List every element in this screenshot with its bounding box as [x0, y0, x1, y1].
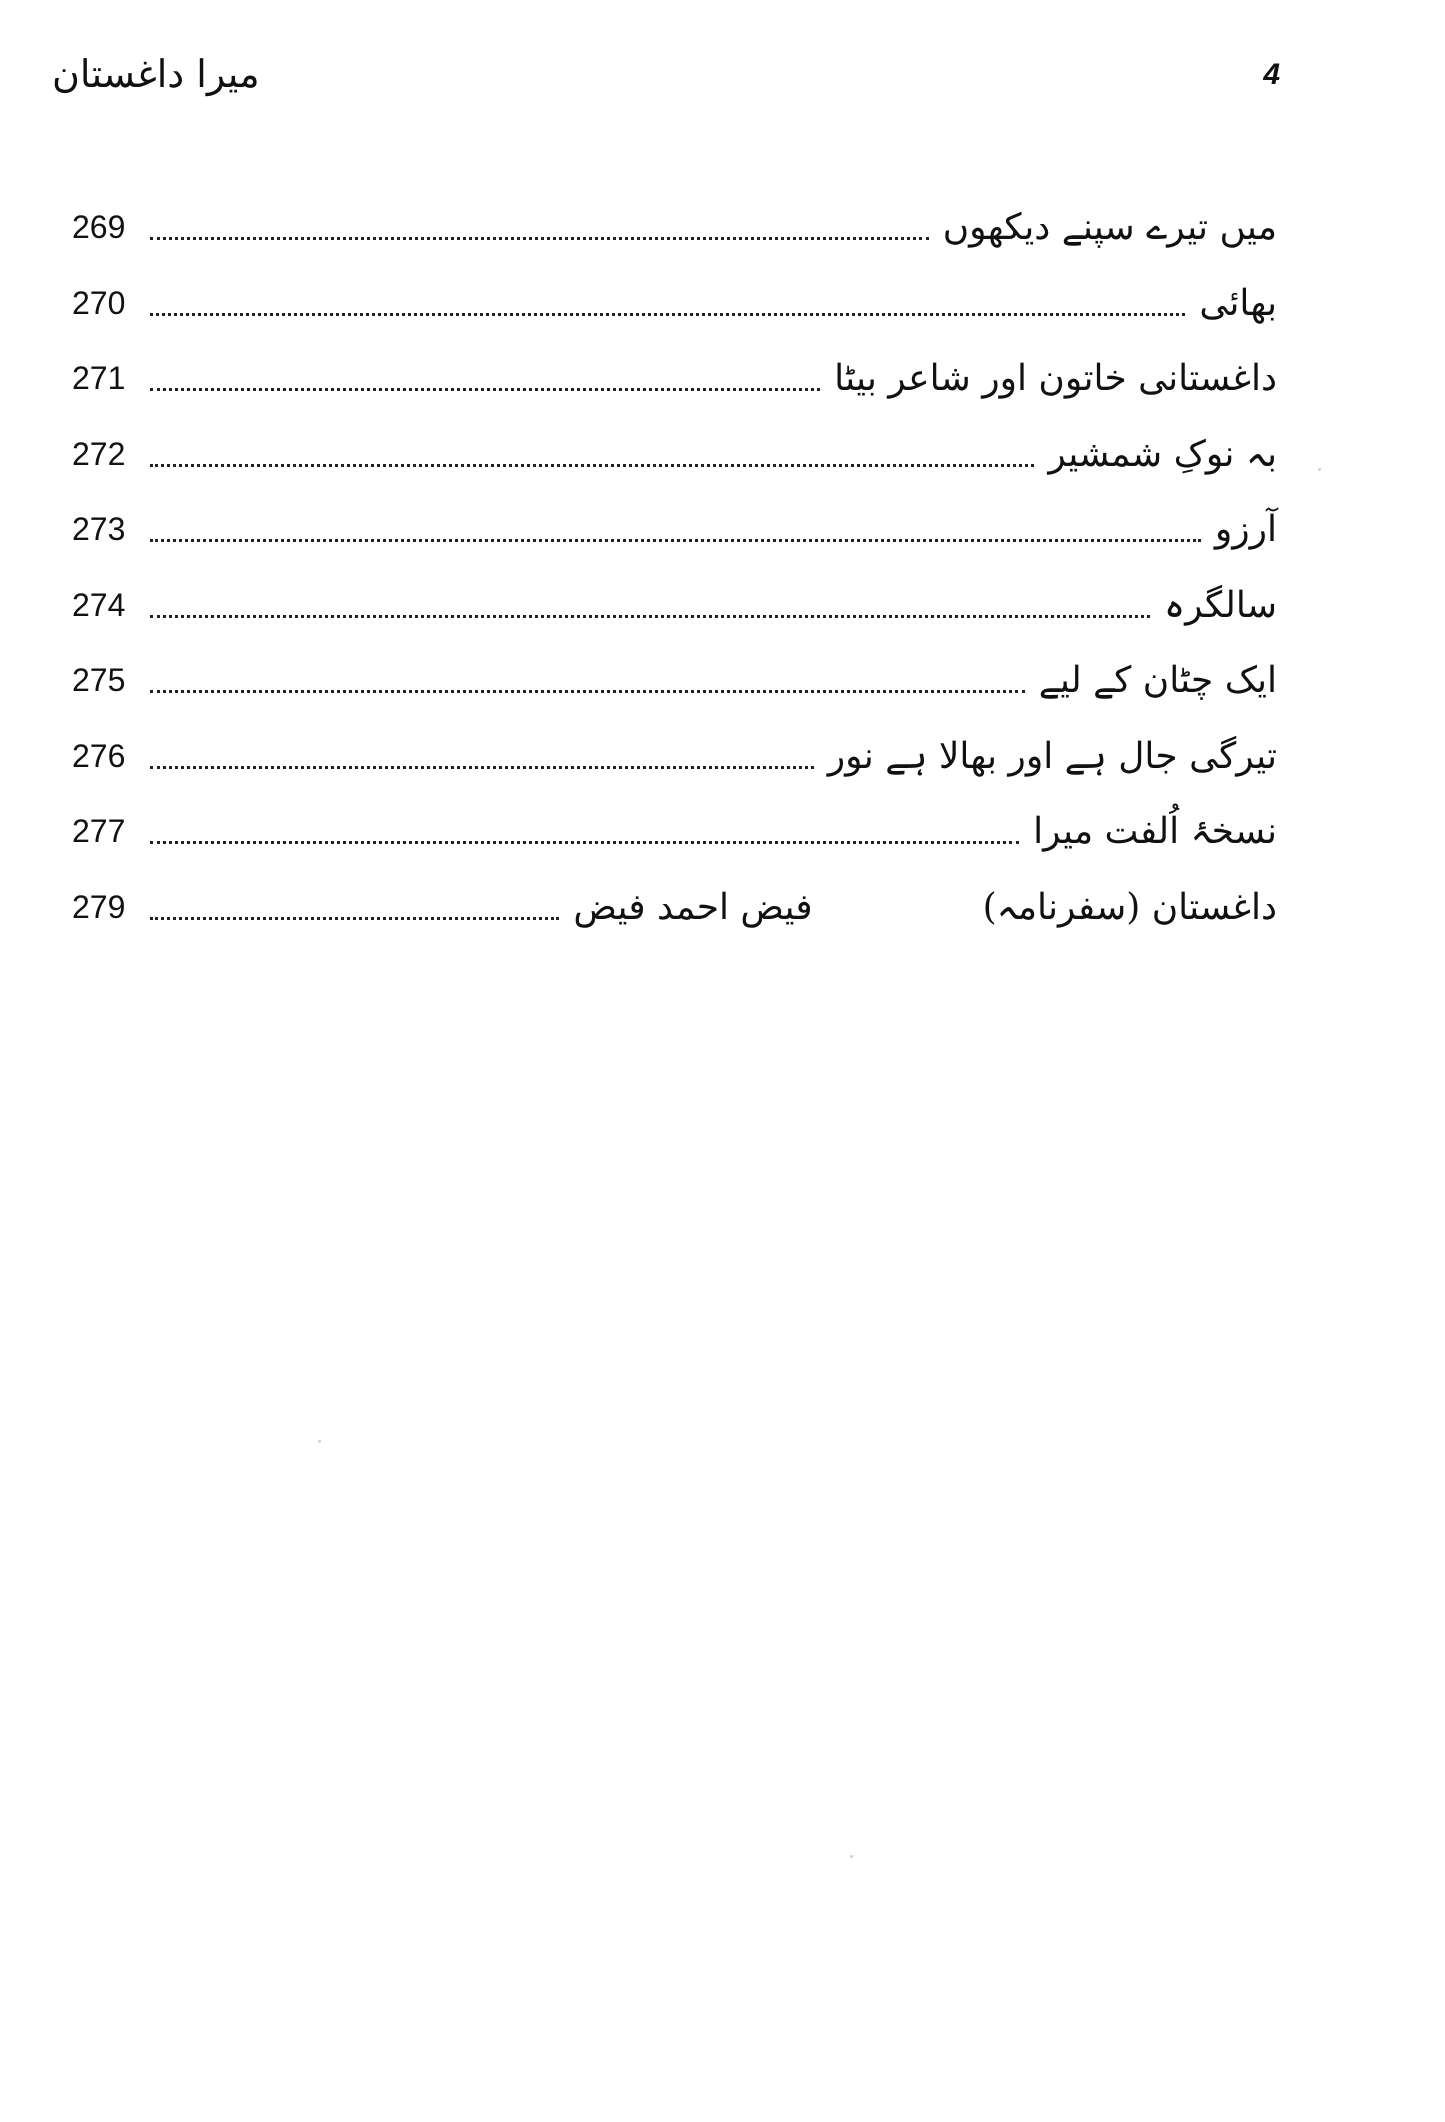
dot-leader — [150, 690, 1025, 693]
scan-speck — [318, 1440, 321, 1443]
toc-entry-title: سالگرہ — [1164, 584, 1277, 626]
toc-entry-page: 279 — [72, 888, 126, 925]
toc-entry-author: فیض احمد فیض — [573, 886, 813, 928]
dot-leader — [150, 766, 814, 769]
toc-entry-page: 276 — [72, 737, 126, 774]
dot-leader — [150, 917, 559, 920]
toc-entry-title: بھائی — [1199, 282, 1277, 324]
scan-speck — [850, 1855, 853, 1858]
scan-speck — [1318, 468, 1321, 471]
toc-entry — [72, 190, 1277, 266]
toc-entry — [72, 417, 1277, 493]
toc-entry-with-author — [72, 870, 1277, 946]
toc-entry-title: نسخۂ اُلفت میرا — [1033, 811, 1277, 853]
toc-entry — [72, 266, 1277, 342]
dot-leader — [150, 313, 1185, 316]
running-header-book-title: میرا داغستان — [52, 52, 260, 96]
toc-entry-title: داغستانی خاتون اور شاعر بیٹا — [834, 358, 1277, 400]
dot-leader — [150, 539, 1201, 542]
toc-entry-page: 271 — [72, 360, 126, 397]
toc-entry-page: 277 — [72, 813, 126, 850]
dot-leader — [150, 841, 1019, 844]
dot-leader — [150, 615, 1150, 618]
toc-entry-page: 275 — [72, 662, 126, 699]
toc-entry-title: تیرگی جال ہے اور بھالا ہے نور — [827, 735, 1277, 777]
toc-entry — [72, 341, 1277, 417]
toc-entry — [72, 568, 1277, 644]
dot-leader — [150, 388, 820, 391]
toc-entry-title: داغستان (سفرنامہ) — [982, 886, 1277, 928]
toc-entry-title: آرزو — [1214, 509, 1277, 551]
toc-entry-page: 274 — [72, 586, 126, 623]
toc-entry — [72, 643, 1277, 719]
toc-entry — [72, 719, 1277, 795]
toc-entry-page: 273 — [72, 511, 126, 548]
toc-entry-page: 269 — [72, 209, 126, 246]
toc-entry — [72, 492, 1277, 568]
toc-entry — [72, 794, 1277, 870]
toc-entry-page: 270 — [72, 284, 126, 321]
toc-entry-title: بہ نوکِ شمشیر — [1048, 433, 1277, 475]
toc-entry-page: 272 — [72, 435, 126, 472]
toc-entry-title: ایک چٹان کے لیے — [1038, 660, 1277, 702]
table-of-contents — [72, 190, 1277, 945]
toc-entry-title: میں تیرے سپنے دیکھوں — [942, 207, 1277, 249]
dot-leader — [150, 237, 929, 240]
page-number: 4 — [1263, 58, 1280, 91]
dot-leader — [150, 464, 1034, 467]
